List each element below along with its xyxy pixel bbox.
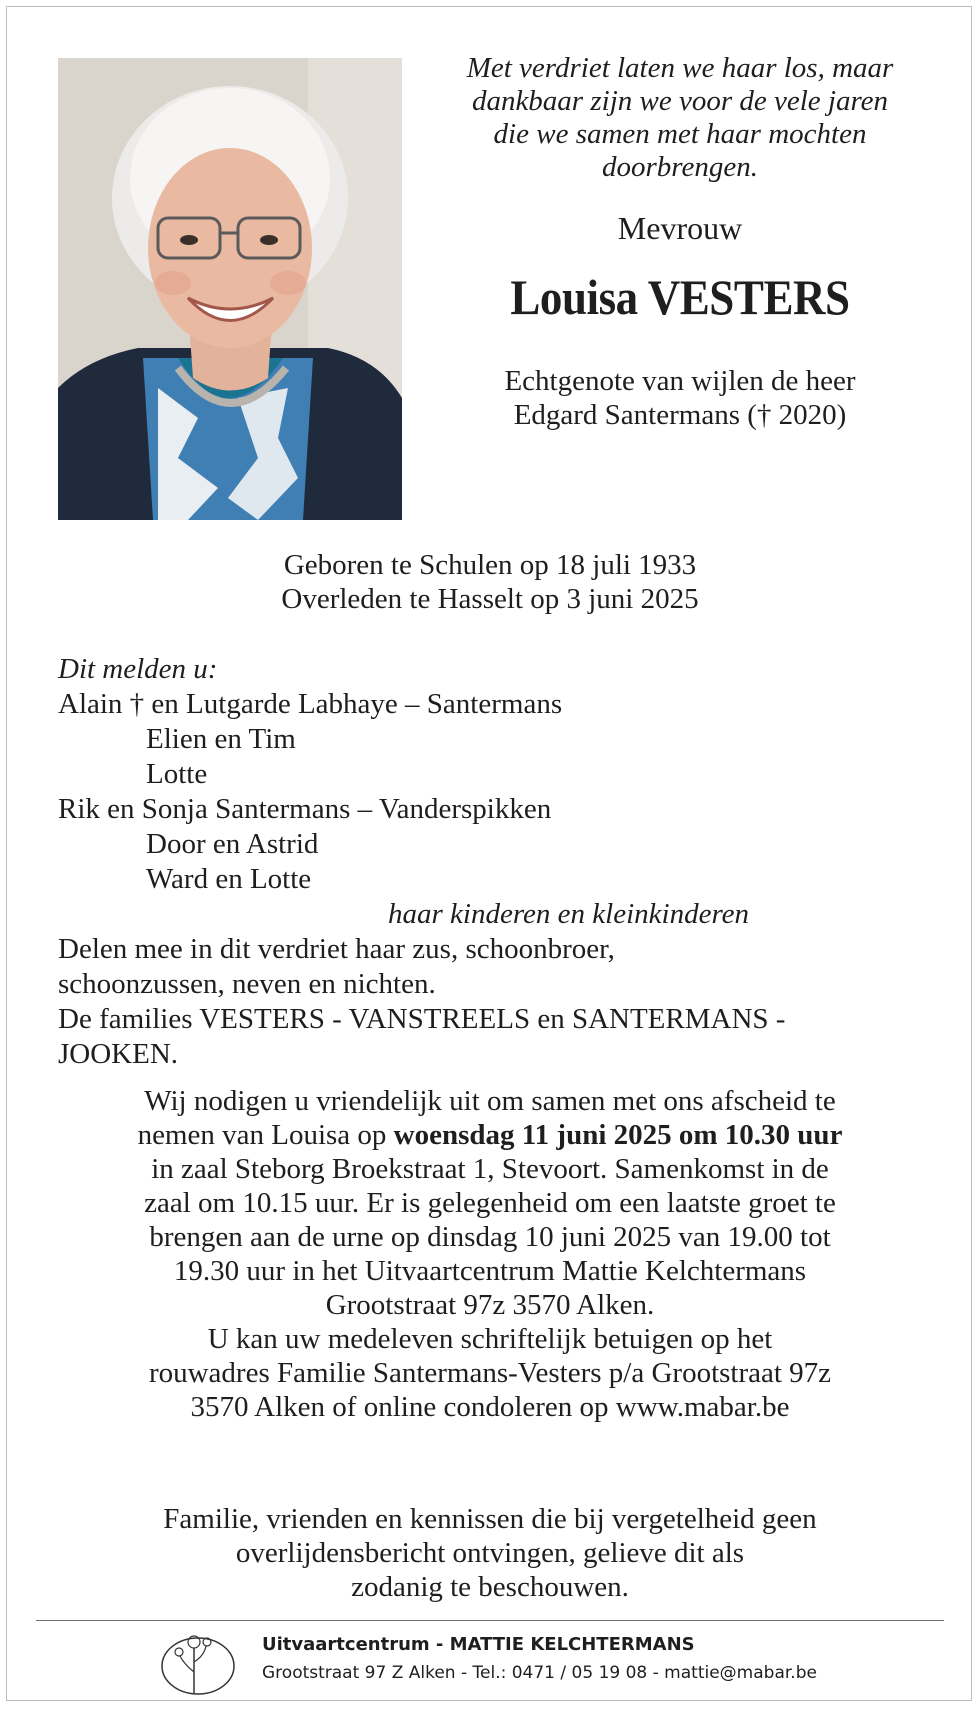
family-announcement	[58, 652, 938, 1072]
portrait-illustration	[58, 58, 402, 520]
invitation-line: 19.30 uur in het Uitvaartcentrum Mattie Kelchtermans	[173, 1255, 807, 1287]
invitation-text: nemen van Louisa op	[137, 1119, 394, 1151]
extended-family-line: JOOKEN.	[58, 1038, 179, 1070]
family-line: Door en Astrid	[146, 828, 319, 860]
death-line: Overleden te Hasselt op 3 juni 2025	[281, 583, 699, 615]
final-note-line: Familie, vrienden en kennissen die bij vergetelheid geen	[163, 1503, 817, 1535]
family-line: Ward en Lotte	[146, 863, 312, 895]
flower-logo-icon	[156, 1628, 240, 1698]
footer-divider	[36, 1620, 944, 1621]
birth-line: Geboren te Schulen op 18 juli 1933	[283, 549, 697, 581]
header-column	[430, 52, 930, 432]
invitation-line: Grootstraat 97z 3570 Alken.	[325, 1289, 655, 1321]
invitation-line: 3570 Alken of online condoleren op www.mabar.be	[190, 1391, 790, 1423]
extended-family-line: schoonzussen, neven en nichten.	[58, 968, 436, 1000]
invitation-line: U kan uw medeleven schriftelijk betuigen op het	[207, 1323, 773, 1355]
funeral-home-info	[262, 1634, 817, 1684]
invitation-line: in zaal Steborg Broekstraat 1, Stevoort. Samenkomst in de	[151, 1153, 829, 1185]
memorial-quote: Met verdriet laten we haar los, maar dankbaar zijn we voor de vele jaren die we samen met haar mochten doorbrengen.	[466, 52, 894, 183]
final-note-line: zodanig te beschouwen.	[351, 1571, 629, 1603]
family-line: Lotte	[146, 758, 208, 790]
extended-family-line: De families VESTERS - VANSTREELS en SANTERMANS -	[58, 1003, 786, 1035]
invitation-line: Wij nodigen u vriendelijk uit om samen met ons afscheid te	[144, 1085, 836, 1117]
family-line: Elien en Tim	[146, 723, 296, 755]
ceremony-invitation	[40, 1084, 940, 1424]
family-intro: Dit melden u:	[58, 653, 218, 685]
final-note-line: overlijdensbericht ontvingen, gelieve dit als	[235, 1537, 745, 1569]
family-signature: haar kinderen en kleinkinderen	[388, 898, 750, 930]
invitation-line: rouwadres Familie Santermans-Vesters p/a Grootstraat 97z	[148, 1357, 832, 1389]
portrait-photo	[58, 58, 402, 520]
invitation-line: zaal om 10.15 uur. Er is gelegenheid om een laatste groet te	[144, 1187, 836, 1219]
family-line: Alain † en Lutgarde Labhaye – Santermans	[58, 688, 563, 720]
funeral-home-address: Grootstraat 97 Z Alken - Tel.: 0471 / 05 19 08 - mattie@mabar.be	[262, 1663, 817, 1683]
ceremony-datetime: woensdag 11 juni 2025 om 10.30 uur	[393, 1119, 843, 1151]
extended-family-line: Delen mee in dit verdriet haar zus, schoonbroer,	[58, 933, 615, 965]
family-line: Rik en Sonja Santermans – Vanderspikken	[58, 793, 552, 825]
final-note	[40, 1502, 940, 1604]
honorific: Mevrouw	[617, 210, 743, 246]
invitation-line: brengen aan de urne op dinsdag 10 juni 2025 van 19.00 tot	[149, 1221, 831, 1253]
deceased-name: Louisa VESTERS	[510, 269, 850, 325]
life-dates	[100, 548, 880, 616]
funeral-home-name: Uitvaartcentrum - MATTIE KELCHTERMANS	[262, 1634, 695, 1655]
invitation-line	[40, 1118, 940, 1152]
spouse-line: Echtgenote van wijlen de heer Edgard Santermans († 2020)	[504, 365, 856, 431]
